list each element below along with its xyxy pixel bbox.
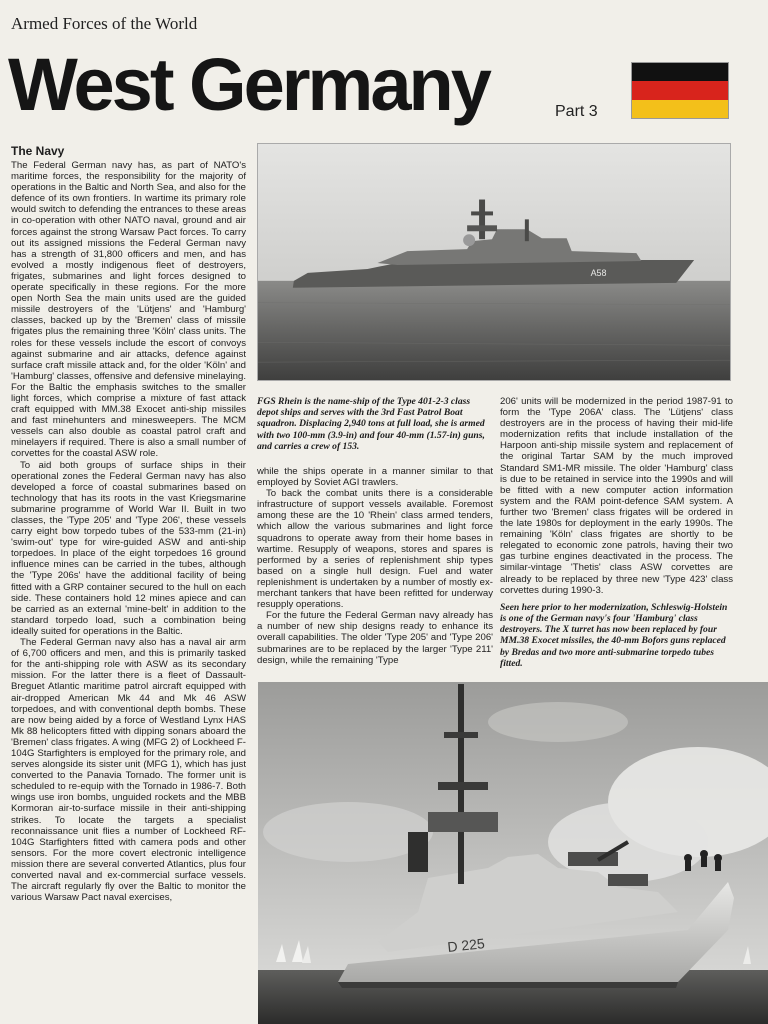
paragraph: To back the combat units there is a considerable infrastructure of support vessels available. Foremost among these are the 10 'Rhein' class armed tenders, which allow the various submarines and light force squadrons to operate away from their home bases in wartime. Resupply of weapons, stores and spares is performed by a series of replenishment ship types based on a single hull design. Fuel and water replenishment is undertaken by a number of mostly ex-merchant tankers that have been refitted for underway resupply operations. <box>257 488 493 611</box>
photo-caption-top: FGS Rhein is the name-ship of the Type 401-2-3 class depot ships and serves with the 3rd Fast Patrol Boat squadron. Displacing 2,940 tons at full load, she is armed with two 100-mm (3.9-in) and four 40-mm (1.57-in) guns, and carries a crew of 153. <box>257 396 485 452</box>
ship-photo-bottom <box>258 682 768 1024</box>
ship-photo-top <box>258 144 730 380</box>
part-label: Part 3 <box>555 103 598 120</box>
paragraph: For the future the Federal German navy already has a number of new ship designs ready to enhance its overall capabilities. The older 'Type 205' and 'Type 206' submarines are to be replaced by the larger 'Type 211' design, while the remaining 'Type <box>257 610 493 666</box>
photo-caption-bottom: Seen here prior to her modernization, Schleswig-Holstein is one of the German navy's four 'Hamburg' class destroyers. The X turret has now been replaced by four MM.38 Exocet missiles, the 40-mm Bofors guns replaced by Bredas and two more anti-submarine torpedo tubes fitted. <box>500 601 728 669</box>
paragraph: 206' units will be modernized in the period 1987-91 to form the 'Type 206A' class. The 'Lütjens' class destroyers are in the process of having their mid-life modernization refits that include installation of the Harpoon anti-ship missile system and replacement of the original Tartar SAM by the much improved Standard SM1-MR missile. The older 'Hamburg' class is due to be retained in service into the 1990s and will be fitted with a new computer action information system and the RAM point-defence SAM system. A further two 'Bremen' class frigates will be ordered in the late 1980s for deployment in the early 1990s. The remaining 'Köln' class frigates are shortly to be relegated to economic zone patrols, having their two gas turbine engines deactivated in the process. The similar-vintage 'Thetis' class ASW corvettes are already to be replaced by three new 'Type 423' class corvettes during 1990-3. <box>500 396 733 596</box>
paragraph: The Federal German navy also has a naval air arm of 6,700 officers and men, and this is primarily tasked for the anti-shipping role with ASW as its secondary mission. For the latter there is a fleet of Dassault-Breguet Atlantic maritime patrol aircraft equipped with air-dropped American Mk 44 and Mk 46 ASW torpedoes, and with conventional depth bombs. These are now being aided by a force of Westland Lynx HAS Mk 88 helicopters fitted with dipping sonars aboard the 'Bremen' class frigates. A wing (MFG 2) of Lockheed F-104G Starfighters is employed for the primary role, and serves alongside its sister unit (MFG 1), which has just converted to the Panavia Tornado. The former unit is scheduled to re-equip with the Tornado in 1986-7. Both wings use iron bombs, unguided rockets and the MBB Kormoran air-to-surface missile in their anti-shipping strikes. To locate the targets a specialist reconnaissance unit flies a number of Lockheed RF-104G Starfighters fitted with camera pods and other sensors. For the more covert electronic intelligence mission there are several converted Atlantics, plus four converted naval and ex-commercial surface vessels. The aircraft regularly fly over the Baltic to monitor the various Warsaw Pact naval exercises, <box>11 637 246 904</box>
paragraph: To aid both groups of surface ships in their operational zones the Federal German navy has also developed a force of coastal submarines based on technology that has its roots in the vast Kriegsmarine submarine programme of World War II. Built in two classes, the 'Type 205' and 'Type 206', these vessels carry eight bow torpedo tubes of the 533-mm (21-in) 'swim-out' type for wire-guided ASW and anti-ship torpedoes. In place of the eight torpedoes 16 ground influence mines can be carried in the tubes, although the 'Type 206s' have the additional facility of being fitted with a GRP container secured to the hull on each side. These containers hold 12 mines apiece and can be carried as an external 'mine-belt' in addition to the standard torpedo load, such a combination being ideally suited for operations in the Baltic. <box>11 459 246 637</box>
paragraph: while the ships operate in a manner similar to that employed by Soviet AGI trawlers. <box>257 466 493 489</box>
series-title: Armed Forces of the World <box>11 14 198 33</box>
hull-marking-d225: D 225 <box>446 935 486 955</box>
hull-marking-a58: A58 <box>590 267 607 278</box>
text-column-1 <box>11 144 246 903</box>
section-heading: The Navy <box>11 144 65 158</box>
west-german-flag <box>631 62 729 119</box>
flag-band-gold <box>632 100 728 118</box>
flag-band-black <box>632 63 728 81</box>
paragraph: The Federal German navy has, as part of NATO's maritime forces, the responsibility for the majority of operations in the Baltic and North Sea, and also for the defence of its own frontiers. In wartime its primary role would switch to defending the entrances to these areas in co-operation with other NATO naval, ground and air forces against the strong Warsaw Pact forces. To carry out its assigned missions the Federal German navy has a strength of 31,800 officers and men, and has evolved a mostly indigenous fleet of destroyers, frigates, submarines and light forces designed to operate specifically in these regions. For the more open North Sea the main units used are the guided missile destroyers of the 'Lütjens' and 'Hamburg' classes, backed up by the 'Bremen' class of missile frigates plus the remaining three 'Köln' class units. The roles for these vessels include the escort of convoys against submarine and air attacks, defence against surface craft missile attack and, for the older 'Köln' and 'Hamburg' classes, offensive and defensive minelaying. For the Baltic the emphasis switches to the smaller light forces, which comprise a mixture of fast attack craft equipped with MM.38 Exocet anti-ship missiles and fast minehunters and minesweepers. The MCM vessels can also double as coastal patrol craft and minelayers if required. There is also a small number of corvettes for the coastal ASW role. <box>11 160 246 460</box>
text-column-2 <box>257 466 493 666</box>
flag-band-red <box>632 81 728 99</box>
photo-schleswig-holstein-destroyer <box>258 682 768 1024</box>
page-title: West Germany <box>8 43 489 126</box>
text-column-3 <box>500 396 733 669</box>
photo-rhein-depot-ship <box>257 143 731 381</box>
